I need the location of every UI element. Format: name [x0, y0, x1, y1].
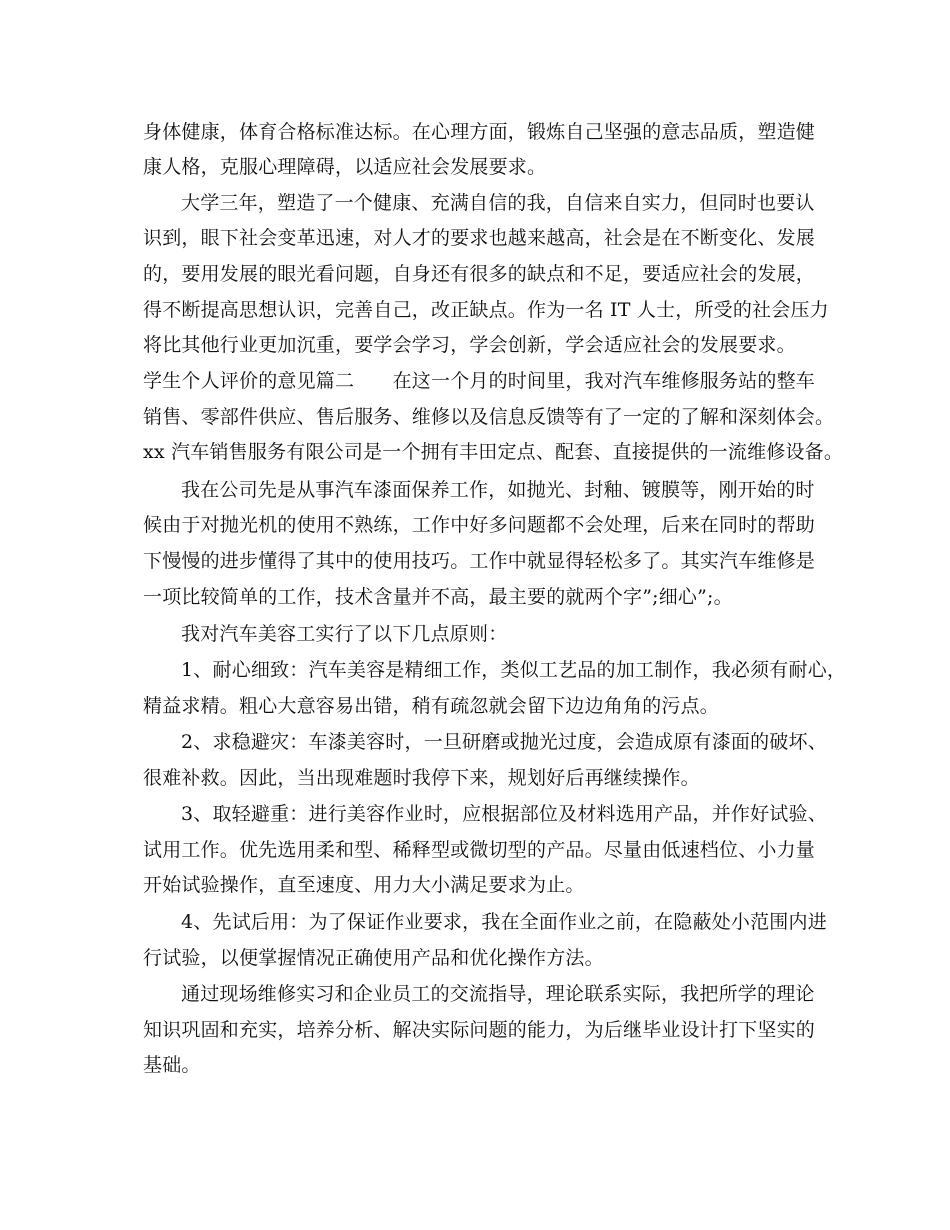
text-line: 得不断提高思想认识，完善自己，改正缺点。作为一名 IT 人士，所受的社会压力 [143, 299, 829, 321]
text-line: 销售、零部件供应、售后服务、维修以及信息反馈等有了一定的了解和深刻体会。 [143, 406, 835, 428]
text-line: 我在公司先是从事汽车漆面保养工作，如抛光、封釉、镀膜等，刚开始的时 [181, 479, 815, 501]
text-line: 精益求精。粗心大意容易出错，稍有疏忽就会留下边边角角的污点。 [143, 695, 720, 717]
text-line: 将比其他行业更加沉重，要学会学习，学会创新，学会适应社会的发展要求。 [143, 334, 796, 356]
text-line: 开始试验操作，直至速度、用力大小满足要求为止。 [143, 874, 585, 896]
text-line: xx 汽车销售服务有限公司是一个拥有丰田定点、配套、直接提供的一流维修设备。 [143, 441, 844, 463]
list-item-line: 3、取轻避重：进行美容作业时，应根据部位及材料选用产品，并作好试验、 [181, 803, 827, 825]
text-line: 大学三年，塑造了一个健康、充满自信的我，自信来自实力，但同时也要认 [181, 192, 815, 214]
text-line: 识到，眼下社会变革迅速，对人才的要求也越来越高，社会是在不断变化、发展 [143, 227, 816, 249]
text-line: 基础。 [143, 1054, 201, 1076]
text-line: 一项比较简单的工作，技术含量并不高，最主要的就两个字”;细心”;。 [143, 586, 733, 608]
list-item-line: 4、先试后用：为了保证作业要求，我在全面作业之前，在隐蔽处小范围内进 [181, 911, 827, 933]
text-line: 通过现场维修实习和企业员工的交流指导，理论联系实际，我把所学的理论 [181, 983, 815, 1005]
text-line: 试用工作。优先选用柔和型、稀释型或微切型的产品。尽量由低速档位、小力量 [143, 839, 816, 861]
text-line: 的，要用发展的眼光看问题，自身还有很多的缺点和不足，要适应社会的发展， [143, 263, 816, 285]
text-line: 很难补救。因此，当出现难题时我停下来，规划好后再继续操作。 [143, 767, 700, 789]
text-line: 我对汽车美容工实行了以下几点原则： [181, 623, 508, 645]
list-item-line: 1、耐心细致：汽车美容是精细工作，类似工艺品的加工制作，我必须有耐心， [181, 659, 847, 681]
text-line: 下慢慢的进步懂得了其中的使用技巧。工作中就显得轻松多了。其实汽车维修是 [143, 550, 816, 572]
section-heading-line: 学生个人评价的意见篇二 在这一个月的时间里，我对汽车维修服务站的整车 [143, 370, 816, 392]
text-line: 知识巩固和充实，培养分析、解决实际问题的能力，为后继毕业设计打下坚实的 [143, 1019, 816, 1041]
text-line: 候由于对抛光机的使用不熟练，工作中好多问题都不会处理，后来在同时的帮助 [143, 514, 816, 536]
text-line: 身体健康，体育合格标准达标。在心理方面，锻炼自己坚强的意志品质，塑造健 [143, 121, 816, 143]
text-line: 行试验，以便掌握情况正确使用产品和优化操作方法。 [143, 947, 604, 969]
list-item-line: 2、求稳避灾：车漆美容时，一旦研磨或抛光过度，会造成原有漆面的破坏、 [181, 731, 827, 753]
text-line: 康人格，克服心理障碍，以适应社会发展要求。 [143, 156, 547, 178]
